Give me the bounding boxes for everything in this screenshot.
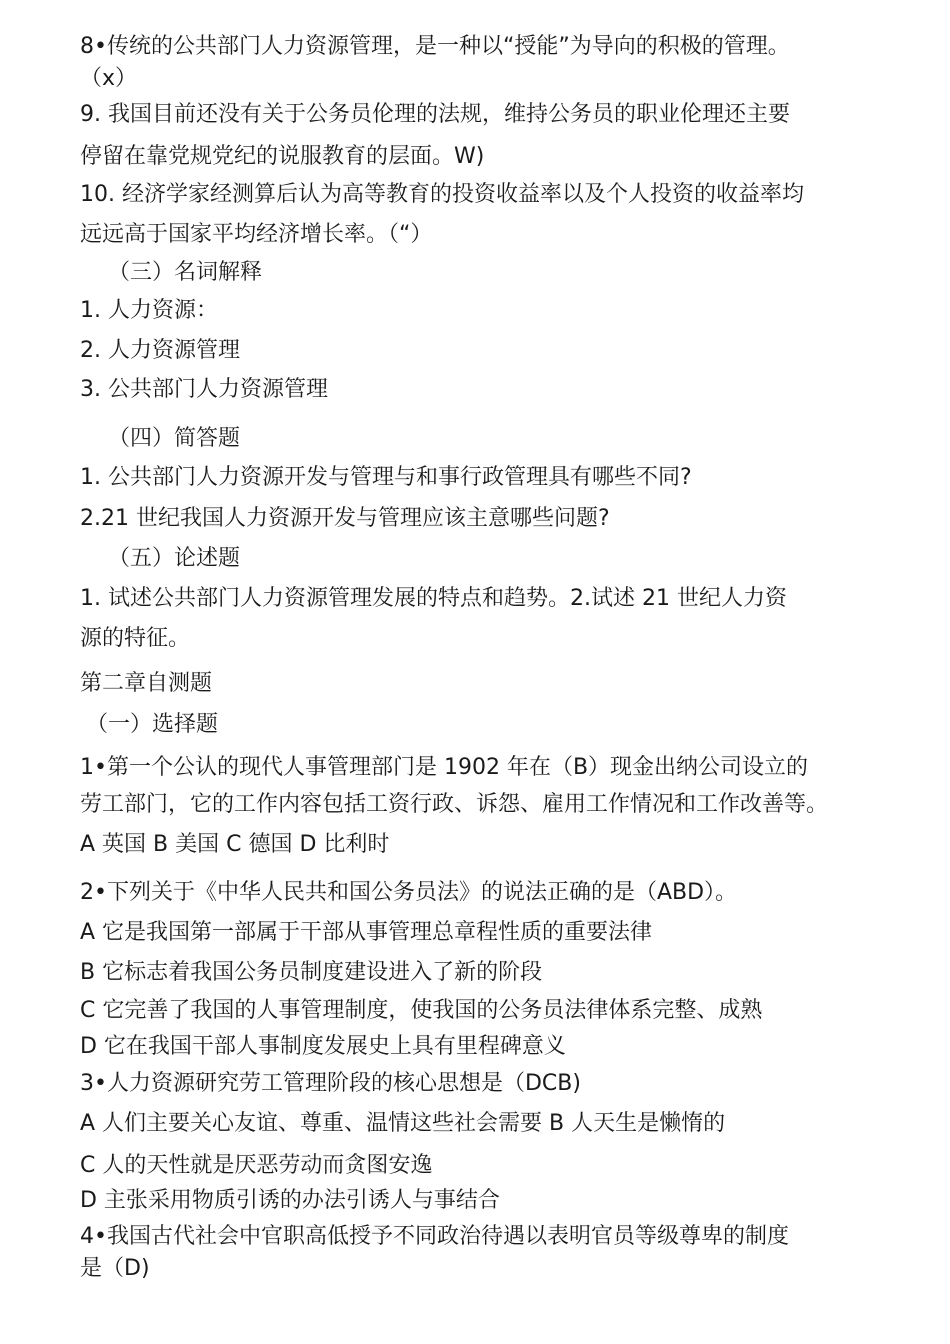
- short-answer-1: 1. 公共部门人力资源开发与管理与和事行政管理具有哪些不同?: [80, 465, 692, 490]
- term-2: 2. 人力资源管理: [80, 338, 240, 363]
- section-heading-short-answer: （四）简答题: [108, 426, 241, 451]
- question-8-answer: （x）: [80, 66, 138, 91]
- choice-question-4-cont: 是（D): [80, 1256, 150, 1281]
- choice-question-1: 1•第一个公认的现代人事管理部门是 1902 年在（B）现金出纳公司设立的: [80, 755, 809, 780]
- choice-question-2-option-d: D 它在我国干部人事制度发展史上具有里程碑意义: [80, 1034, 566, 1059]
- section-heading-choice: （一）选择题: [86, 712, 219, 737]
- choice-question-1-options: A 英国 B 美国 C 德国 D 比利时: [80, 832, 390, 857]
- question-8: 8•传统的公共部门人力资源管理，是一种以“授能”为导向的积极的管理。: [80, 34, 790, 59]
- essay-1: 1. 试述公共部门人力资源管理发展的特点和趋势。2.试述 21 世纪人力资: [80, 586, 787, 611]
- term-3: 3. 公共部门人力资源管理: [80, 377, 328, 402]
- essay-1-cont: 源的特征。: [80, 626, 191, 651]
- choice-question-1-cont: 劳工部门，它的工作内容包括工资行政、诉怨、雇用工作情况和工作改善等。: [80, 792, 829, 817]
- question-10: 10. 经济学家经测算后认为高等教育的投资收益率以及个人投资的收益率均: [80, 182, 804, 207]
- question-9-cont: 停留在靠党规党纪的说服教育的层面。W): [80, 144, 485, 169]
- choice-question-3-options-ab: A 人们主要关心友谊、尊重、温情这些社会需要 B 人天生是懒惰的: [80, 1111, 726, 1136]
- section-heading-terms: （三）名词解释: [108, 260, 263, 285]
- choice-question-3-option-c: C 人的天性就是厌恶劳动而贪图安逸: [80, 1153, 433, 1178]
- question-10-cont: 远远高于国家平均经济增长率。（“）: [80, 222, 433, 247]
- section-heading-essay: （五）论述题: [108, 546, 241, 571]
- choice-question-4: 4•我国古代社会中官职高低授予不同政治待遇以表明官员等级尊卑的制度: [80, 1224, 789, 1249]
- choice-question-3: 3•人力资源研究劳工管理阶段的核心思想是（DCB): [80, 1071, 581, 1096]
- chapter-heading: 第二章自测题: [80, 671, 213, 696]
- question-9: 9. 我国目前还没有关于公务员伦理的法规，维持公务员的职业伦理还主要: [80, 102, 790, 127]
- choice-question-2-option-b: B 它标志着我国公务员制度建设进入了新的阶段: [80, 960, 543, 985]
- choice-question-2: 2•下列关于《中华人民共和国公务员法》的说法正确的是（ABD）。: [80, 880, 738, 905]
- short-answer-2: 2.21 世纪我国人力资源开发与管理应该主意哪些问题?: [80, 506, 610, 531]
- choice-question-3-option-d: D 主张采用物质引诱的办法引诱人与事结合: [80, 1188, 500, 1213]
- term-1: 1. 人力资源：: [80, 298, 218, 323]
- choice-question-2-option-a: A 它是我国第一部属于干部从事管理总章程性质的重要法律: [80, 920, 653, 945]
- choice-question-2-option-c: C 它完善了我国的人事管理制度，使我国的公务员法律体系完整、成熟: [80, 998, 763, 1023]
